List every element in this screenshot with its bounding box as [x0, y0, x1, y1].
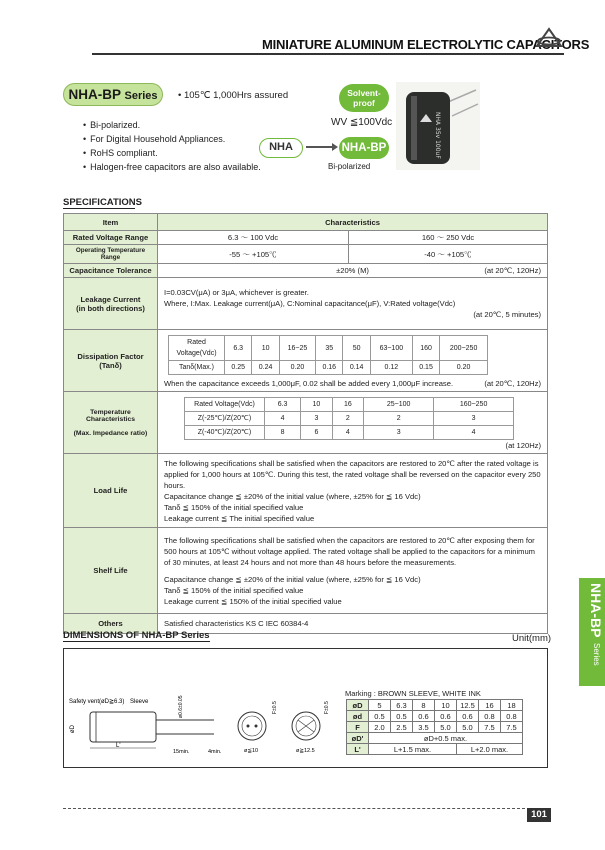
dissipation-table: Rated Voltage(Vdc) 6.3 10 16~25 35 50 63~100 160 200~250 Tanδ(Max.) 0.25 0.24 0.20 0.16 0.14 0.12 0.15 0.20	[168, 335, 488, 375]
page-header-title: MINIATURE ALUMINUM ELECTROLYTIC CAPACITORS	[262, 37, 590, 52]
row-value: Satisfied characteristics KS C IEC 60384-4	[158, 614, 548, 634]
row-label: Dissipation Factor (Tanδ)	[64, 330, 158, 392]
feature-list	[83, 118, 261, 174]
row-label: Leakage Current (in both directions)	[64, 278, 158, 330]
lead-diameter-label: ø0.6±0.05	[178, 695, 184, 718]
row-value: I=0.03CV(μA) or 3μA, whichever is greater. Where, I:Max. Leakage current(μA), C:Nominal capacitance(μF), V:Rated voltage(Vdc) (at 20℃, 5 minutes)	[158, 278, 548, 330]
table-row: ød 0.5 0.5 0.6 0.6 0.6 0.8 0.8	[347, 711, 523, 722]
table-row	[64, 264, 548, 278]
table-row: L' L+1.5 max. L+2.0 max.	[347, 744, 523, 755]
row-value: ±20% (M) (at 20℃, 120Hz)	[158, 264, 548, 278]
page-number: 101	[527, 808, 551, 822]
pitch-label: F±0.5	[272, 701, 278, 714]
marking-note: Marking : BROWN SLEEVE, WHITE INK	[345, 689, 481, 698]
row-value: Rated Voltage(Vdc) 6.3 10 16 25~100 160~250 Z(-25℃)/Z(20℃) 4 3 2 2 3 Z(-40℃)/Z(20℃) 8 6 4 3 4 (at 120Hz)	[158, 392, 548, 454]
row-value: 160 〜 250 Vdc	[349, 231, 548, 245]
dimensions-table	[346, 699, 523, 755]
feature-item: • RoHS compliant.	[83, 146, 261, 160]
side-tab-label: NHA-BPSeries	[588, 583, 604, 667]
table-row	[64, 330, 548, 392]
row-label: Shelf Life	[64, 528, 158, 614]
diameter-label: øD	[70, 725, 76, 733]
series-badge: NHA-BP Series	[63, 83, 163, 106]
safety-vent-label: Safety vent(øD≧6.3)	[69, 699, 125, 705]
nha-origin-box: NHA	[259, 138, 303, 158]
assured-note: • 105℃ 1,000Hrs assured	[178, 90, 289, 101]
table-row: F 2.0 2.5 3.5 5.0 5.0 7.5 7.5	[347, 722, 523, 733]
row-label: Others	[64, 614, 158, 634]
row-label: Capacitance Tolerance	[64, 264, 158, 278]
unit-label: Unit(mm)	[512, 633, 552, 644]
table-row	[64, 392, 548, 454]
header-characteristics: Characteristics	[158, 214, 548, 231]
ge125-label: ø≧12.5	[296, 748, 315, 754]
feature-item: • Halogen-free capacitors are also available.	[83, 160, 261, 174]
table-row: øD 5 6.3 8 10 12.5 16 18	[347, 700, 523, 711]
length-label: L'	[116, 743, 121, 749]
specifications-heading: SPECIFICATIONS	[63, 197, 142, 208]
row-value: Rated Voltage(Vdc) 6.3 10 16~25 35 50 63~100 160 200~250 Tanδ(Max.) 0.25 0.24 0.20 0.16 0.14 0.12 0.15 0.20 When the capacitance exceeds 1,000μF, 0.02 shall be added every 1,000μF increase. (at 20℃, 120Hz)	[158, 330, 548, 392]
capacitor-print: NHA 35v 100uF	[434, 112, 441, 159]
row-value: -55 〜 +105℃	[158, 245, 349, 264]
capacitor-photo-icon	[396, 82, 480, 170]
row-label: Temperature Characteristics (Max. Impedance ratio)	[64, 392, 158, 454]
row-value: -40 〜 +105℃	[349, 245, 548, 264]
row-label: Operating Temperature Range	[64, 245, 158, 264]
le10-label: ø≦10	[244, 748, 259, 754]
footer-rule	[63, 808, 525, 809]
sleeve-label: Sleeve	[130, 699, 149, 705]
table-row	[64, 231, 548, 245]
temperature-table: Rated Voltage(Vdc) 6.3 10 16 25~100 160~250 Z(-25℃)/Z(20℃) 4 3 2 2 3 Z(-40℃)/Z(20℃) 8 6 4 3 4	[184, 397, 514, 440]
table-row	[64, 528, 548, 614]
feature-item: • For Digital Household Appliances.	[83, 132, 261, 146]
dimensions-heading: DIMENSIONS OF NHA-BP Series	[63, 630, 210, 641]
row-label: Rated Voltage Range	[64, 231, 158, 245]
table-row	[64, 454, 548, 528]
wv-label: WV ≦100Vdc	[331, 117, 393, 128]
min4-label: 4min.	[208, 749, 222, 754]
table-row	[64, 278, 548, 330]
table-header-row	[64, 214, 548, 231]
specifications-table	[63, 213, 548, 634]
bipolar-label: Bi-polarized	[328, 162, 371, 171]
table-row	[64, 245, 548, 264]
company-logo-icon	[535, 26, 563, 50]
solvent-proof-badge: Solvent- proof	[339, 84, 389, 112]
feature-item: • Bi-polarized.	[83, 118, 261, 132]
header-item: Item	[64, 214, 158, 231]
row-value: The following specifications shall be satisfied when the capacitors are restored to 20℃ after exposing them for 500 hours at 105℃ without voltage applied. The rated voltage shall be applied to the capacitors for a minimum of 30 minutes, at least 24 hours and not more than 48 hours before the measurements. Capacitance change ≦ ±20% of the initial value (where, ±25% for ≦ 16 Vdc) Tanδ ≦ 150% of the initial specified value Leakage current ≦ 150% of the initial specified value	[158, 528, 548, 614]
arrow-right-icon	[306, 146, 336, 148]
nha-bp-target-box: NHA-BP	[339, 137, 389, 159]
row-value: The following specifications shall be satisfied when the capacitors are restored to 20℃ after the rated voltage is applied for 1,000 hours at 105℃. During this test, the rated voltage shall be reversed on the capacitor every 250 hours. Capacitance change ≦ ±20% of the initial value (where, ±25% for ≦ 16 Vdc) Tanδ ≦ 150% of the initial specified value Leakage current ≦ The initial specified value	[158, 454, 548, 528]
header-rule	[92, 53, 564, 55]
row-value: 6.3 〜 100 Vdc	[158, 231, 349, 245]
dimension-drawing	[66, 690, 338, 754]
min15-label: 15min.	[173, 749, 190, 754]
row-label: Load Life	[64, 454, 158, 528]
table-row: øD' øD+0.5 max.	[347, 733, 523, 744]
pitch-label-2: F±0.5	[324, 701, 330, 714]
